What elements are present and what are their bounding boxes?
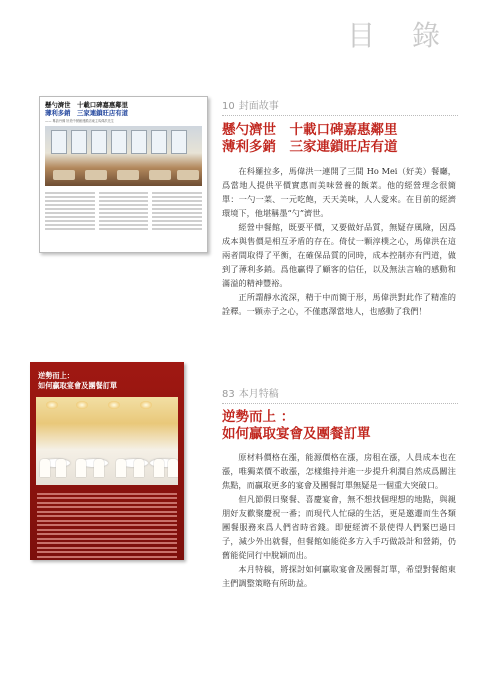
restaurant-photo <box>45 126 202 186</box>
cover-story-headline[interactable]: 懸勺濟世 十載口碑嘉惠鄰里 薄利多銷 三家連鎖旺店有道 <box>222 122 398 155</box>
thumbnail-title: 懸勺濟世 十載口碑嘉惠鄰里 薄利多銷 三家連鎖旺店有道 <box>45 101 129 117</box>
section-label-cover-story[interactable]: 10 封面故事 <box>222 97 458 116</box>
thumbnail-text-columns <box>40 186 207 236</box>
feature-article-thumbnail[interactable] <box>30 362 184 560</box>
banquet-hall-photo <box>36 397 178 485</box>
cover-story-summary: 在科羅拉多，馬偉洪一連開了三間 Ho Mei（好美）餐廳，爲當地人提供平價實惠而美味營養的飯菜。他的經營理念很簡單：一勺一菜、一元吃飽，天天美味，人人愛來。在目前的經濟環境下，他堪稱墨“勺”濟世。 經營中餐館，既要平價，又要做好品質，無疑存風險，因爲成本與售價是相互矛盾的存在。倚仗一顆淳樸之心，馬偉洪在這兩者間取得了平衡，在確保品質的同時，成本控制亦有門道，做到了薄利多銷。爲他贏得了顧客的信任，以及無法言喻的感動和滿溢的精神豐裕。 正所謂靜水流深，精于中而簡于形，馬偉洪對此作了精准的詮釋。一顆赤子之心，不僅惠澤當地人，也感動了我們！ <box>222 166 456 316</box>
thumbnail-title: 逆勢而上： 如何贏取宴會及團餐訂單 <box>38 371 118 390</box>
page-title: 目 錄 <box>347 19 454 52</box>
feature-summary: 原材料價格在漲，能源價格在漲，房租在漲，人員成本也在漲，唯獨菜價不敢漲，怎樣維持并進一步提升利潤自然成爲關注焦點，而贏取更多的宴會及團餐訂單無疑是一個重大突破口。 但凡節假日聚餐、喜慶宴會，無不想找個理想的地點，與親朋好友歡聚慶祝一番；而現代人忙碌的生活，更是邀遷而生各類團餐服務來爲人們省時省錢。即便經濟不景使得人們緊巴過日子，減少外出就餐，但餐館如能從多方入手巧做設計和營銷，仍舊能從同行中脫穎而出。 本月特稿，將探討如何贏取宴會及團餐訂單，希望對餐館東主們調整策略有所助益。 <box>222 452 456 588</box>
thumbnail-text <box>30 485 184 560</box>
thumbnail-subtitle: —— 專訪丹佛 好美中餐館連鎖店東主馬偉洪先生 <box>45 119 114 123</box>
section-label-feature[interactable]: 83 本月特稿 <box>222 385 458 404</box>
feature-headline[interactable]: 逆勢而上 ： 如何贏取宴會及團餐訂單 <box>222 409 371 442</box>
cover-story-thumbnail[interactable] <box>39 96 208 253</box>
